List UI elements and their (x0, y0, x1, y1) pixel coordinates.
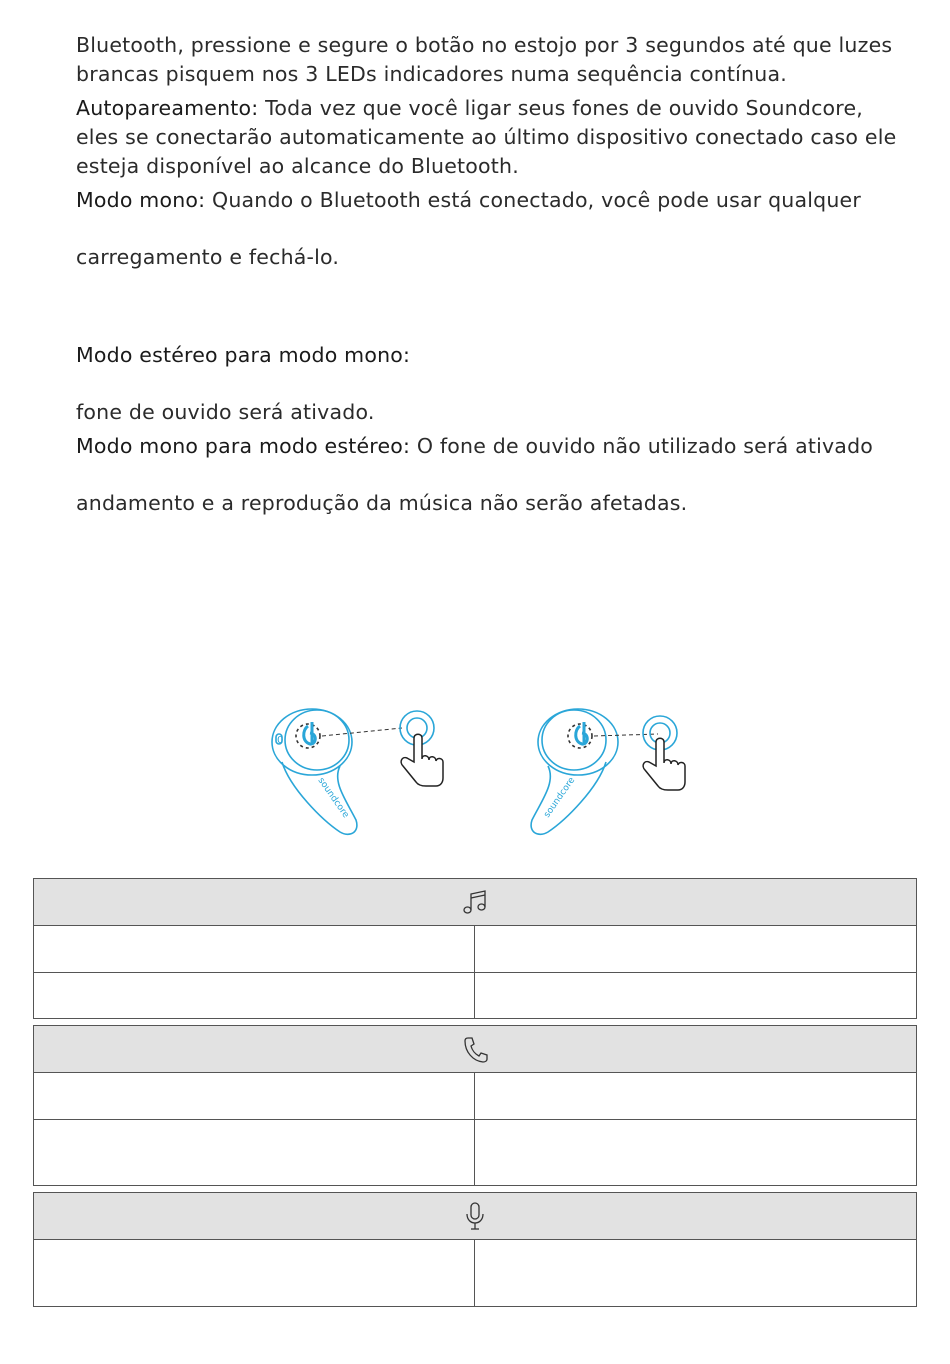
left-brand-text: soundcore (315, 775, 351, 821)
call-controls-table (33, 1025, 917, 1186)
left-marker-text: 0 (277, 735, 284, 746)
table-cell (34, 973, 475, 1018)
table-cell (34, 926, 475, 972)
mono-to-stereo-paragraph (76, 432, 926, 461)
phone-icon (462, 1035, 488, 1063)
table-cell (475, 1073, 916, 1119)
table-cell (475, 1120, 916, 1185)
autopairing-paragraph (76, 94, 926, 181)
right-brand-text: soundcore (542, 775, 578, 820)
mono-mode-continuation: carregamento e fechá-lo. (76, 245, 340, 269)
stereo-to-mono-label-text: Modo estéreo para modo mono: (76, 343, 411, 367)
stereo-to-mono-label (76, 341, 410, 370)
autopairing-line-2: eles se conectarão automaticamente ao último dispositivo conectado caso ele (76, 125, 897, 149)
mono-mode-text: Quando o Bluetooth está conectado, você pode usar qualquer (205, 188, 861, 212)
table-cell (34, 1120, 475, 1185)
table-cell (34, 1240, 475, 1306)
music-controls-table (33, 878, 917, 1019)
table-row (34, 926, 916, 972)
call-table-header (34, 1026, 916, 1073)
table-row (34, 1073, 916, 1119)
autopairing-line-1: Toda vez que você ligar seus fones de ouvido Soundcore, (258, 96, 864, 120)
mono-mode-label: Modo mono: (76, 188, 206, 212)
table-cell (34, 1073, 475, 1119)
table-row (34, 1240, 916, 1306)
table-cell (475, 926, 916, 972)
mono-to-stereo-text: O fone de ouvido não utilizado será ativado (410, 434, 874, 458)
table-row (34, 1119, 916, 1185)
pairing-paragraph (76, 31, 926, 89)
autopairing-line-3: esteja disponível ao alcance do Bluetooth. (76, 154, 519, 178)
music-note-icon (462, 888, 488, 916)
mic-table-header (34, 1193, 916, 1240)
pairing-line-2: brancas pisquem nos 3 LEDs indicadores numa sequência contínua. (76, 62, 787, 86)
stereo-to-mono-continuation: fone de ouvido será ativado. (76, 400, 375, 424)
voice-assistant-table (33, 1192, 917, 1307)
mono-mode-paragraph (76, 186, 926, 215)
pairing-line-1: Bluetooth, pressione e segure o botão no estojo por 3 segundos até que luzes (76, 33, 893, 57)
microphone-icon (465, 1201, 485, 1231)
table-cell (475, 1240, 916, 1306)
mono-to-stereo-continuation: andamento e a reprodução da música não serão afetadas. (76, 491, 688, 515)
mono-to-stereo-label: Modo mono para modo estéreo: (76, 434, 411, 458)
music-table-header (34, 879, 916, 926)
table-cell (475, 973, 916, 1018)
table-row (34, 972, 916, 1018)
left-earbud-illustration (262, 700, 462, 845)
right-earbud-illustration (520, 700, 720, 845)
autopairing-label: Autopareamento: (76, 96, 259, 120)
